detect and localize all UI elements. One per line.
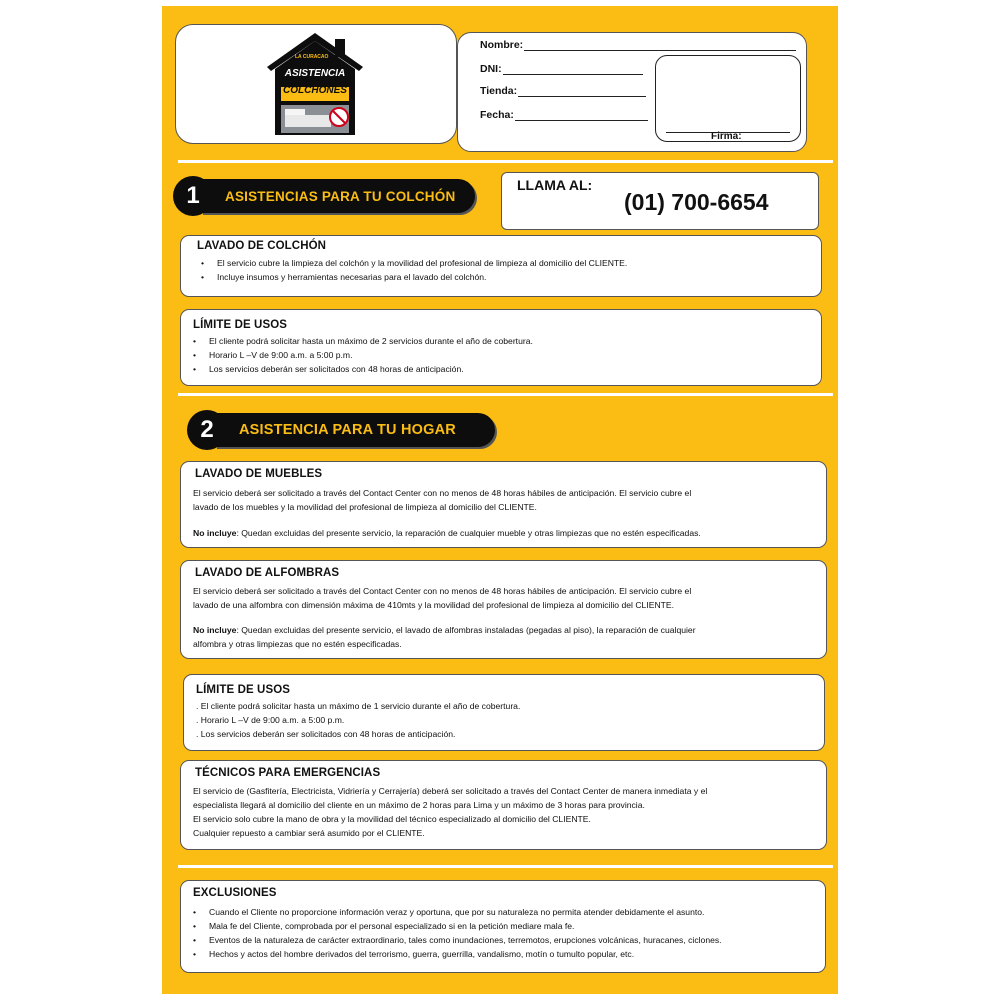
section1-title: ASISTENCIAS PARA TU COLCHÓN [201, 179, 475, 213]
lavado-colchon-list [195, 256, 627, 284]
dni-field[interactable] [480, 62, 643, 75]
nombre-label: Nombre: [480, 39, 524, 51]
logo-line2: COLCHONES [283, 85, 347, 96]
section2-title: ASISTENCIA PARA TU HOGAR [215, 413, 495, 447]
list-item: . El cliente podrá solicitar hasta un máximo de 1 servicio durante el año de cobertura. [196, 701, 521, 711]
list-item: • Horario L –V de 9:00 a.m. a 5:00 p.m. [209, 348, 533, 362]
list-item: • Mala fe del Cliente, comprobada por el personal especializado si en la petición mediare mala fe. [209, 919, 722, 933]
tienda-field[interactable] [480, 84, 646, 97]
tecnicos-line: El servicio solo cubre la mano de obra y la movilidad del técnico especializado al domicilio del CLIENTE. [193, 814, 591, 824]
limite2-box [183, 674, 825, 751]
muebles-line: El servicio deberá ser solicitado a través del Contact Center con no menos de 48 horas hábiles de anticipación. El servicio cubre el [193, 488, 692, 498]
lavado-colchon-title: LAVADO DE COLCHÓN [197, 240, 327, 252]
tecnicos-title: TÉCNICOS PARA EMERGENCIAS [195, 767, 381, 779]
tecnicos-line: Cualquier repuesto a cambiar será asumido por el CLIENTE. [193, 828, 425, 838]
alfombras-box [180, 560, 827, 659]
limite1-list [187, 334, 533, 376]
muebles-line: lavado de los muebles y la movilidad del profesional de limpieza al domicilio del CLIENTE. [193, 502, 537, 512]
muebles-box [180, 461, 827, 548]
dni-label: DNI: [480, 63, 502, 75]
section1-number: 1 [173, 176, 213, 216]
nombre-field[interactable] [480, 38, 796, 51]
list-item: . Horario L –V de 9:00 a.m. a 5:00 p.m. [196, 715, 345, 725]
section1-badge [173, 176, 475, 216]
list-item: • El servicio cubre la limpieza del colchón y la movilidad del profesional de limpieza al domicilio del CLIENTE. [217, 256, 627, 270]
alfombras-no-incluye [193, 623, 696, 637]
lavado-colchon-box [180, 235, 822, 297]
tecnicos-box [180, 760, 827, 850]
limite1-box [180, 309, 822, 386]
alfombras-text [193, 584, 696, 651]
call-box [501, 172, 819, 230]
tecnicos-line: El servicio de (Gasfitería, Electricista, Vidriería y Cerrajería) deberá ser solicitado a través del Contact Center de manera inmediata y el [193, 786, 708, 796]
alfombras-line: El servicio deberá ser solicitado a través del Contact Center con no menos de 48 horas hábiles de anticipación. El servicio cubre el [193, 586, 692, 596]
no-incluye-text: : Quedan excluidas del presente servicio, el lavado de alfombras instaladas (pegadas al piso), la reparación de cualquier [236, 625, 696, 635]
exclusiones-title: EXCLUSIONES [193, 887, 277, 899]
list-item: • Hechos y actos del hombre derivados del terrorismo, guerra, guerrilla, vandalismo, motín o tumulto popular, etc. [209, 947, 722, 961]
muebles-no-incluye [193, 526, 701, 540]
list-item: • Los servicios deberán ser solicitados con 48 horas de anticipación. [209, 362, 533, 376]
exclusiones-list [187, 905, 722, 961]
no-incluye-text: : Quedan excluidas del presente servicio, la reparación de cualquier mueble y otras limpiezas que no estén especificadas. [236, 528, 701, 538]
muebles-text [193, 486, 701, 540]
limite2-list [196, 699, 520, 741]
logo-brand: LA CURACAO [295, 54, 329, 60]
call-label: LLAMA AL: [517, 177, 593, 193]
no-incluye-label: No incluye [193, 528, 237, 538]
muebles-title: LAVADO DE MUEBLES [195, 468, 323, 480]
list-item: . Los servicios deberán ser solicitados con 48 horas de anticipación. [196, 729, 456, 739]
divider [178, 393, 833, 396]
logo-box [175, 24, 457, 144]
tecnicos-line: especialista llegará al domicilio del cliente en un máximo de 2 horas para Lima y un máximo de 3 horas para provincia. [193, 800, 645, 810]
tienda-label: Tienda: [480, 85, 518, 97]
divider [178, 160, 833, 163]
firma-label: Firma: [711, 131, 742, 142]
limite1-title: LÍMITE DE USOS [193, 319, 288, 331]
section2-number: 2 [187, 410, 227, 450]
fecha-field[interactable] [480, 108, 648, 121]
alfombras-title: LAVADO DE ALFOMBRAS [195, 567, 340, 579]
list-item: • Eventos de la naturaleza de carácter extraordinario, tales como inundaciones, terremotos, erupciones volcánicas, huracanes, ciclones. [209, 933, 722, 947]
alfombras-no-incluye-2: alfombra y otras limpiezas que no estén especificadas. [193, 639, 402, 649]
list-item: • Incluye insumos y herramientas necesarias para el lavado del colchón. [217, 270, 627, 284]
logo-line1: ASISTENCIA [284, 68, 346, 79]
no-incluye-label: No incluye [193, 625, 237, 635]
limite2-title: LÍMITE DE USOS [196, 684, 291, 696]
list-item: • El cliente podrá solicitar hasta un máximo de 2 servicios durante el año de cobertura. [209, 334, 533, 348]
fecha-label: Fecha: [480, 109, 514, 121]
exclusiones-box [180, 880, 826, 973]
alfombras-line: lavado de una alfombra con dimensión máxima de 410mts y la movilidad del profesional de limpieza al domicilio del CLIENTE. [193, 600, 675, 610]
phone-number[interactable]: (01) 700-6654 [624, 189, 769, 215]
divider [178, 865, 833, 868]
tecnicos-text [193, 784, 707, 840]
section2-badge [187, 410, 495, 450]
list-item: • Cuando el Cliente no proporcione información veraz y oportuna, que por su naturaleza no permita atender debidamente el asunto. [209, 905, 722, 919]
signature-box[interactable] [655, 55, 801, 142]
